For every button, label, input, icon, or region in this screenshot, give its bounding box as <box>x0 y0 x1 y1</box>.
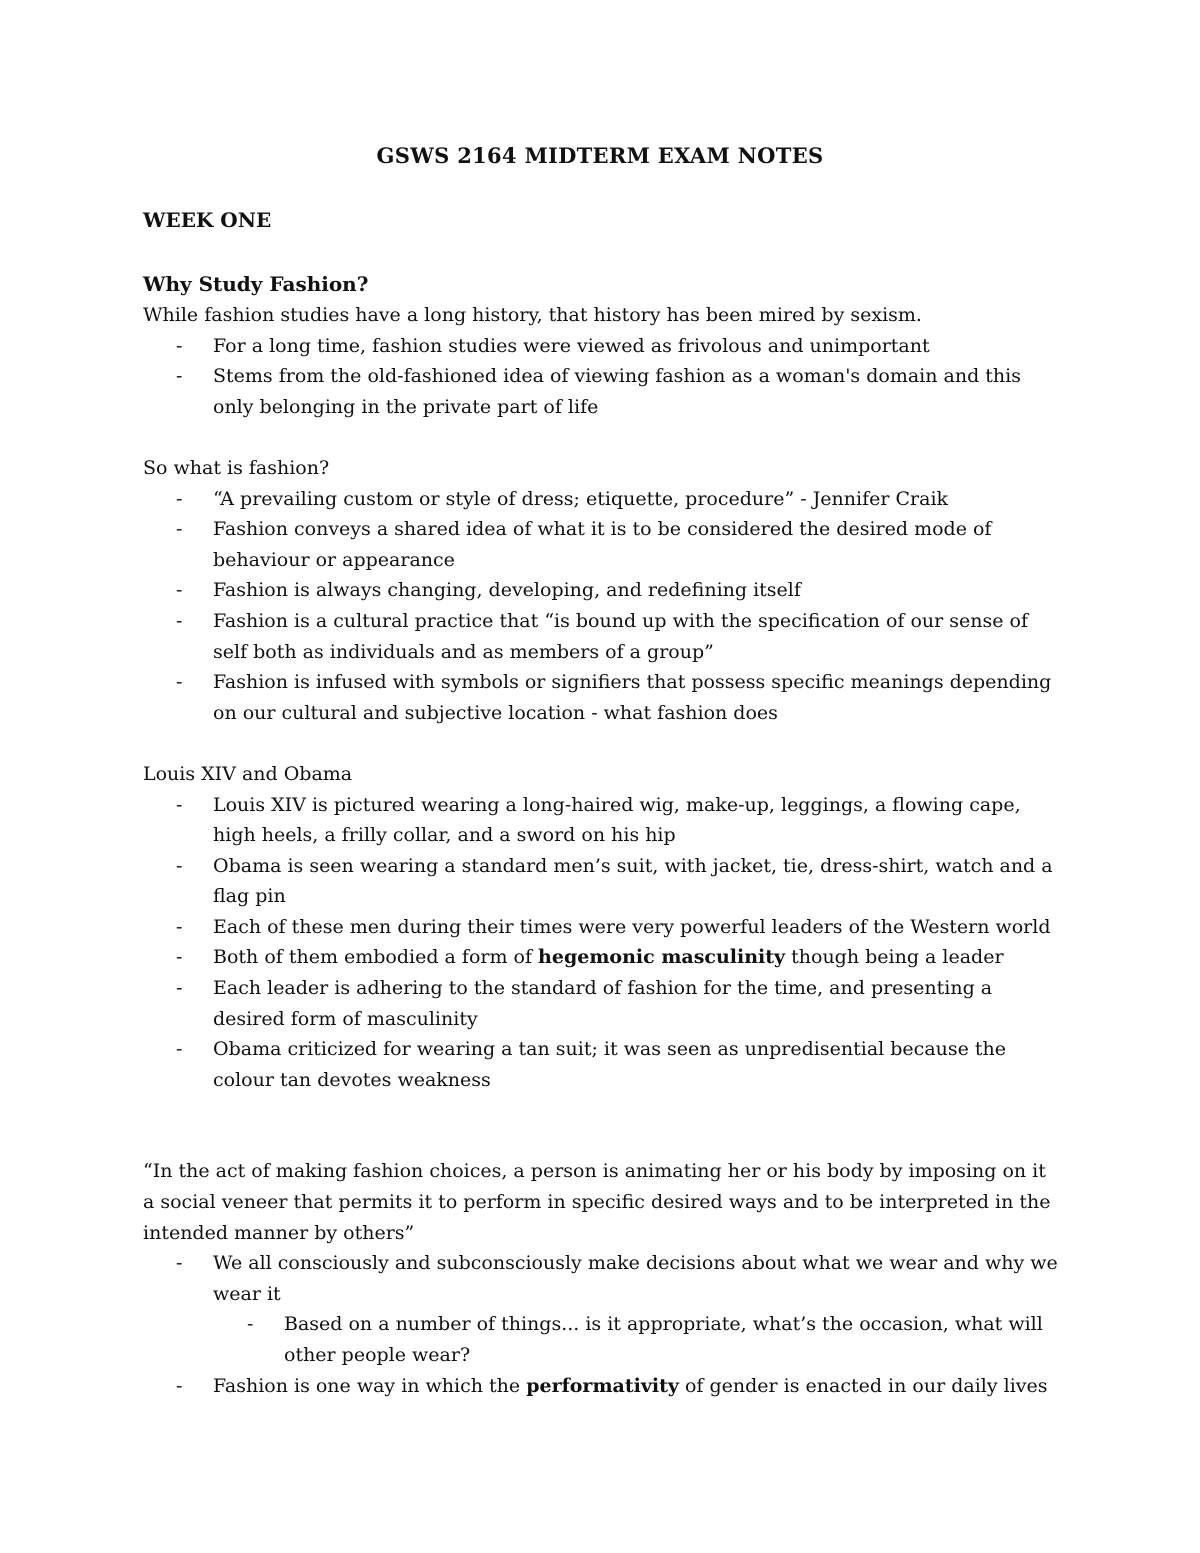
sub-list-item <box>143 1309 1063 1370</box>
louis-obama-list <box>143 790 1063 1096</box>
dash-bullet: - <box>176 487 183 510</box>
what-is-fashion-intro: So what is fashion? <box>143 456 330 479</box>
dash-bullet: - <box>176 334 183 357</box>
louis-obama-intro: Louis XIV and Obama <box>143 762 353 785</box>
list-item-text: Obama is seen wearing a standard men’s suit, with jacket, tie, dress-shirt, watch and a flag pin <box>213 854 1053 908</box>
list-item-text: Fashion conveys a shared idea of what it is to be considered the desired mode of behaviour or appearance <box>213 518 992 571</box>
dash-bullet: - <box>176 977 183 1000</box>
list-item-text-after: though being a leader <box>785 946 1004 969</box>
list-item-text: We all consciously and subconsciously make decisions about what we wear and why we wear it <box>213 1252 1058 1305</box>
list-item <box>143 851 1063 912</box>
list-item-text: For a long time, fashion studies were viewed as frivolous and unimportant <box>213 334 930 357</box>
week-heading: WEEK ONE <box>143 208 272 232</box>
list-item <box>143 484 1063 515</box>
why-study-intro: While fashion studies have a long history, that history has been mired by sexism. <box>143 304 922 326</box>
list-item-text: Each of these men during their times were very powerful leaders of the Western world <box>213 915 1051 938</box>
list-item-text: Fashion is always changing, developing, and redefining itself <box>213 579 801 602</box>
quote-sublist <box>143 1309 1063 1370</box>
dash-bullet: - <box>247 1313 254 1336</box>
list-item <box>143 606 1063 667</box>
dash-bullet: - <box>176 1252 183 1275</box>
quote-paragraph: “In the act of making fashion choices, a person is animating her or his body by imposing on it a social veneer that permits it to perform in specific desired ways and to be interpreted in the intended manner by others” <box>143 1160 1051 1244</box>
list-item-text: Each leader is adhering to the standard of fashion for the time, and presenting a desired form of masculinity <box>213 977 993 1030</box>
list-item-text: Stems from the old-fashioned idea of viewing fashion as a woman's domain and this only belonging in the private part of life <box>213 365 1021 418</box>
dash-bullet: - <box>176 946 183 969</box>
section-heading-why-study: Why Study Fashion? <box>143 272 369 296</box>
list-item <box>143 514 1063 575</box>
list-item-text-before: Both of them embodied a form of <box>213 946 539 969</box>
list-item <box>143 1248 1063 1309</box>
list-item-text: Obama criticized for wearing a tan suit; it was seen as unpredisential because the colour tan devotes weakness <box>213 1038 1007 1091</box>
dash-bullet: - <box>176 518 183 541</box>
list-item-text: Fashion is a cultural practice that “is bound up with the specification of our sense of self both as individuals and as members of a group” <box>213 609 1029 663</box>
what-is-fashion-list <box>143 484 1063 729</box>
dash-bullet: - <box>176 609 183 632</box>
list-item-text: Fashion is infused with symbols or signifiers that possess specific meanings depending on our cultural and subjective location - what fashion does <box>213 671 1052 724</box>
list-item <box>143 361 1063 422</box>
why-study-list <box>143 331 1063 423</box>
key-term-hegemonic-masculinity: hegemonic masculinity <box>538 946 786 969</box>
list-item <box>143 790 1063 851</box>
dash-bullet: - <box>176 854 183 877</box>
list-item <box>143 331 1063 362</box>
document-title: GSWS 2164 MIDTERM EXAM NOTES <box>376 143 824 168</box>
document-body <box>143 268 1063 1401</box>
list-item-text-before: Fashion is one way in which the <box>213 1374 527 1397</box>
list-item <box>143 667 1063 728</box>
dash-bullet: - <box>176 671 183 694</box>
list-item <box>143 1034 1063 1095</box>
list-item-text: Louis XIV is pictured wearing a long-haired wig, make-up, leggings, a flowing cape, high heels, a frilly collar, and a sword on his hip <box>213 793 1021 847</box>
list-item <box>143 912 1063 943</box>
dash-bullet: - <box>176 365 183 388</box>
list-item <box>143 1371 1063 1402</box>
list-item <box>143 942 1063 973</box>
dash-bullet: - <box>176 579 183 602</box>
list-item-text-after: of gender is enacted in our daily lives <box>678 1374 1048 1397</box>
list-item-text: “A prevailing custom or style of dress; etiquette, procedure” - Jennifer Craik <box>213 487 949 510</box>
dash-bullet: - <box>176 1374 183 1397</box>
key-term-performativity: performativity <box>526 1374 679 1397</box>
quote-list <box>143 1248 1063 1309</box>
list-item-text: Based on a number of things... is it appropriate, what’s the occasion, what will other people wear? <box>284 1313 1043 1366</box>
dash-bullet: - <box>176 915 183 938</box>
list-item <box>143 575 1063 606</box>
dash-bullet: - <box>176 793 183 816</box>
list-item <box>143 973 1063 1034</box>
dash-bullet: - <box>176 1038 183 1061</box>
quote-list-continued <box>143 1371 1063 1402</box>
